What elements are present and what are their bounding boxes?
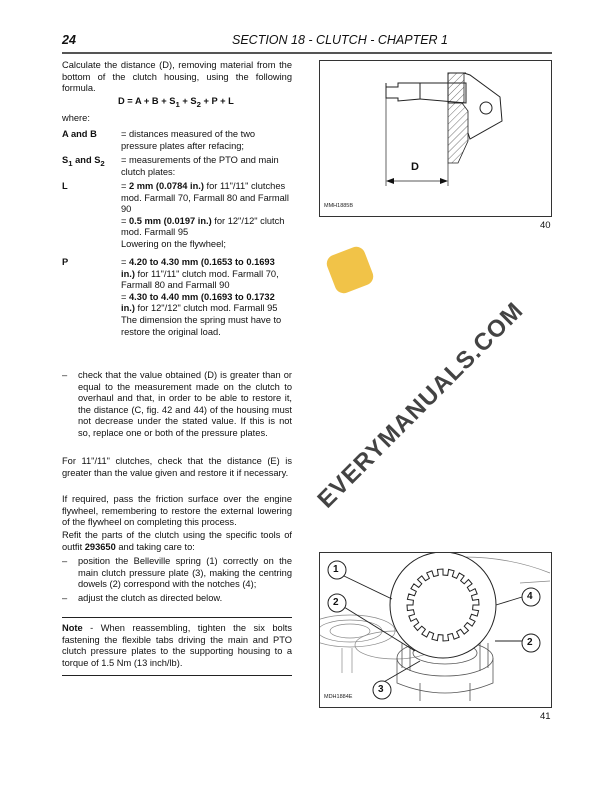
- figure-number: 41: [540, 711, 551, 722]
- clutch-assembly-illustration: [320, 553, 551, 707]
- header-rule: [62, 52, 552, 54]
- paragraph-friction: If required, pass the friction surface over the engine flywheel, remembering to restore the external lowering of the flywheel on completing this process.: [62, 494, 292, 528]
- section-title: SECTION 18 - CLUTCH - CHAPTER 1: [232, 33, 449, 47]
- figure-40: [319, 60, 552, 217]
- def-p: = 4.20 to 4.30 mm (0.1653 to 0.1693 in.) for 11"/11" clutch mod. Farmall 70, Farmall 80 and Farmall 90 = 4.30 to 4.40 mm (0.1693 to 0.1732 in.) for 12"/12" clutch mod. Farmall 95 The dimension the spring must have to restore the original load.: [121, 257, 282, 337]
- paragraph-distance-e: For 11"/11" clutches, check that the distance (E) is greater than the value given and restore it if necessary.: [62, 456, 292, 478]
- paragraph-refit: Refit the parts of the clutch using the specific tools of outfit 293650 and taking care to:: [62, 530, 292, 552]
- bullet-dash: –: [62, 593, 68, 603]
- callout-1: 1: [333, 564, 339, 575]
- callout-3: 3: [378, 684, 384, 695]
- term-a-and-b: A and B: [62, 129, 97, 139]
- formula: $D = A + B + S_1 + S_2 + P + L$: [118, 96, 234, 109]
- bullet-dash: –: [62, 370, 68, 380]
- check-item: check that the value obtained (D) is greater than or equal to the measurement made on the clutch to overhaul and that, in order to be able to restore it, the distance (C, fig. 42 and 44) of the housing must not decrease under the stated value. If this is not so, replace one or both of the pressure plates.: [78, 370, 292, 438]
- intro-paragraph: Calculate the distance (D), removing material from the bottom of the clutch housing, using the following formula.: [62, 60, 292, 94]
- bullet-dash: –: [62, 556, 68, 566]
- dimension-label-d: D: [411, 161, 419, 173]
- figure-code: MMH1885B: [324, 203, 354, 210]
- callout-2: 2: [333, 597, 339, 608]
- def-s1-s2: = measurements of the PTO and main clutch plates:: [121, 155, 279, 177]
- page-number: 24: [62, 33, 76, 47]
- figure-number: 40: [540, 220, 551, 231]
- where-label: where:: [62, 113, 90, 123]
- figure-code: MDH1884E: [324, 694, 353, 701]
- callout-2: 2: [527, 637, 533, 648]
- watermark: EVERYMANUALS.COM: [312, 296, 529, 514]
- def-a-and-b: = distances measured of the two pressure plates after refacing;: [121, 129, 256, 151]
- clutch-housing-section-diagram: [320, 61, 551, 216]
- step-item: adjust the clutch as directed below.: [78, 593, 223, 603]
- callout-4: 4: [527, 591, 533, 602]
- term-p: P: [62, 257, 69, 267]
- note: Note - When reassembling, tighten the six bolts fastening the flexible tabs driving the main and PTO clutch pressure plates to the supporting housing to a torque of 1.5 Nm (13 inch/lb).: [62, 623, 292, 668]
- watermark-logo: [324, 244, 376, 296]
- step-item: position the Belleville spring (1) correctly on the main clutch pressure plate (3), making the centring dowels (2) correspond with the notches (4);: [78, 556, 292, 590]
- figure-41: [319, 552, 552, 708]
- term-l: L: [62, 181, 68, 191]
- note-rule-bottom: [62, 675, 292, 676]
- term-s1-s2: $S_1$ and $S_2$: [62, 155, 105, 168]
- note-rule-top: [62, 617, 292, 618]
- def-l: = 2 mm (0.0784 in.) for 11"/11" clutches mod. Farmall 70, Farmall 80 and Farmall 90 = 0.5 mm (0.0197 in.) for 12"/12" clutch mod. Farmall 95 Lowering on the flywheel;: [121, 181, 289, 249]
